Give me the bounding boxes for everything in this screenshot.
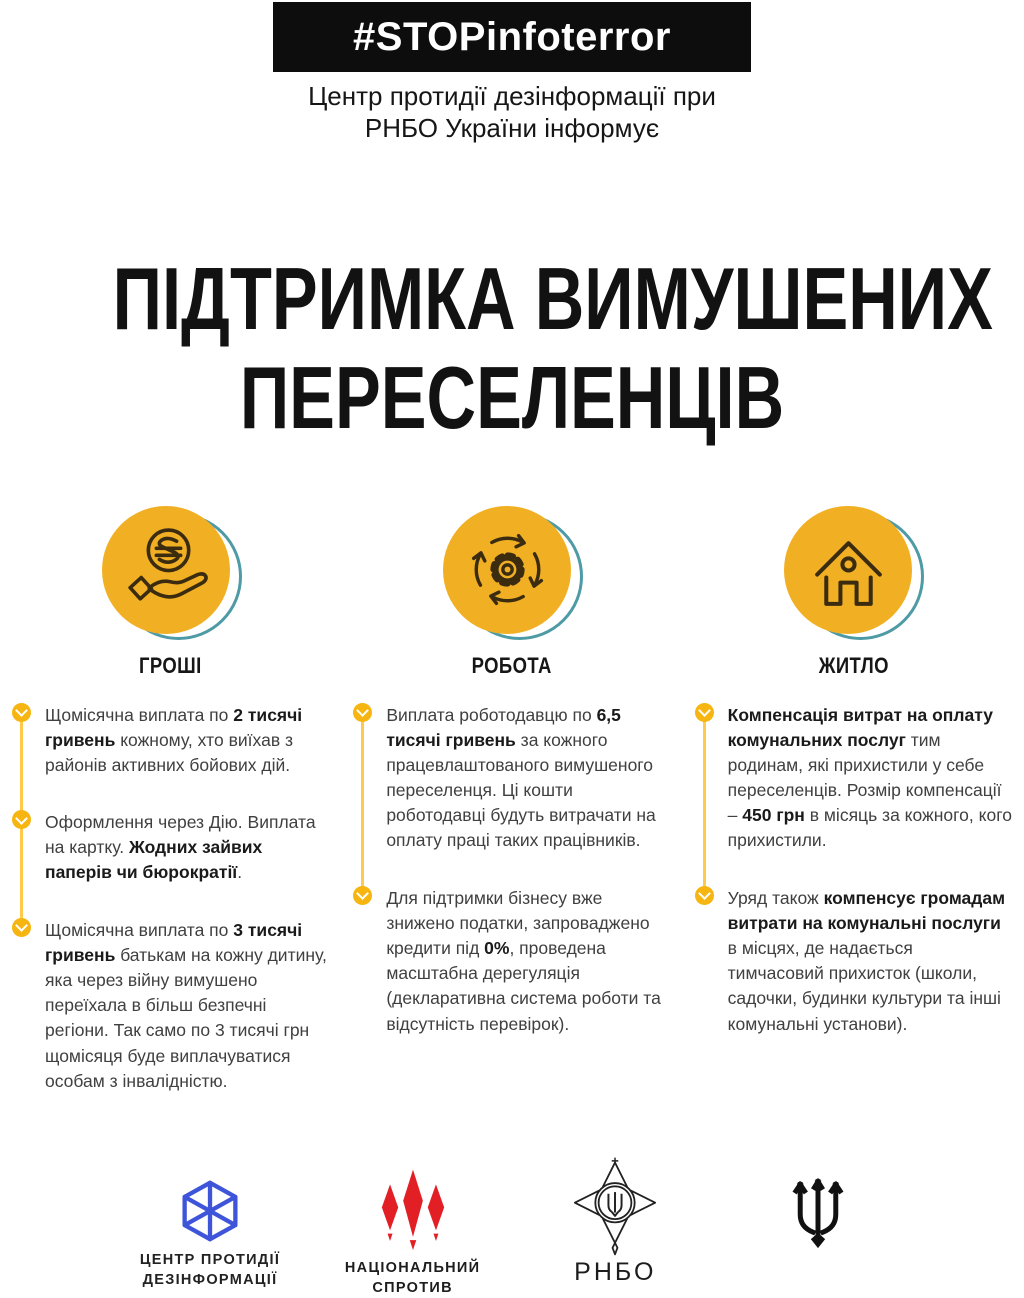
chevron-down-bullet-icon xyxy=(353,886,372,905)
chevron-down-bullet-icon xyxy=(12,918,31,937)
column-money xyxy=(12,703,329,1094)
content-columns xyxy=(0,703,1024,1094)
bullet-item xyxy=(353,703,670,886)
column-work xyxy=(353,703,670,1094)
subtitle-line-1: Центр протидії дезінформації при xyxy=(308,81,716,111)
bullet-item xyxy=(695,703,1012,886)
bullet-item xyxy=(12,918,329,1094)
timeline-rail xyxy=(353,886,372,1037)
money-icon-badge xyxy=(102,506,240,640)
org-subtitle xyxy=(0,81,1024,144)
bullet-item xyxy=(353,886,670,1037)
footer-logos xyxy=(112,1154,916,1298)
category-label-work: РОБОТА xyxy=(471,652,553,678)
bullet-item xyxy=(695,886,1012,1037)
category-housing xyxy=(683,506,1024,679)
resistance-caption-line1: НАЦІОНАЛЬНИЙ xyxy=(344,1260,481,1276)
subtitle-line-2: РНБО України інформує xyxy=(364,112,660,143)
hashtag-text: #STOPinfoterror xyxy=(353,14,671,59)
resistance-caption xyxy=(345,1259,480,1298)
category-money xyxy=(0,506,341,679)
logo-national-resistance xyxy=(315,1168,511,1298)
timeline-line xyxy=(20,719,23,811)
tryzub-trident-icon xyxy=(786,1176,850,1250)
timeline-rail xyxy=(12,918,31,1094)
bullet-text: Щомісячна виплата по 2 тисячі гривень кожному, хто виїхав з районів активних бойових дій. xyxy=(45,704,303,775)
timeline-rail xyxy=(695,703,714,886)
rnbo-emblem-icon xyxy=(568,1156,662,1256)
resistance-caption-line2: СПРОТИВ xyxy=(372,1279,453,1296)
chevron-down-bullet-icon xyxy=(12,810,31,829)
chevron-down-bullet-icon xyxy=(695,886,714,905)
logo-cpd xyxy=(112,1180,308,1298)
column-housing xyxy=(695,703,1012,1094)
rnbo-caption: РНБО xyxy=(574,1258,657,1286)
timeline-rail xyxy=(12,810,31,918)
bullet-text: Уряд також компенсує громадам витрати на комунальні послуги в місцях, де надається тимчасовий прихисток (школи, садочки, будинки культури та інші комунальні установи). xyxy=(727,887,1006,1034)
gear-process-icon xyxy=(457,519,558,620)
cpd-caption xyxy=(140,1251,280,1290)
chevron-down-bullet-icon xyxy=(695,703,714,722)
page-title xyxy=(0,250,1024,447)
category-label-money: ГРОШІ xyxy=(139,652,203,678)
poster xyxy=(0,2,1024,1296)
bullet-item xyxy=(12,810,329,918)
timeline-line xyxy=(703,719,706,886)
cpd-cube-logo-icon xyxy=(177,1180,243,1242)
title-line-1: ПІДТРИМКА ВИМУШЕНИХ xyxy=(112,249,993,349)
category-label-housing: ЖИТЛО xyxy=(818,652,889,678)
cpd-caption-line2: ДЕЗІНФОРМАЦІЇ xyxy=(142,1271,278,1288)
hand-hryvnia-coin-icon xyxy=(116,519,217,620)
bullet-text: Виплата роботодавцю по 6,5 тисячі гривень за кожного працевлаштованого вимушеного переселенця. Ці кошти роботодавці будуть витрачати на оплату праці таких працівників. xyxy=(386,704,656,851)
resistance-spears-logo-icon xyxy=(374,1168,452,1250)
bullet-text: Оформлення через Дію. Виплата на картку. Жодних зайвих паперів чи бюрократії. xyxy=(45,812,316,883)
timeline-line xyxy=(361,719,364,886)
category-icons-row xyxy=(0,506,1024,679)
category-work xyxy=(341,506,682,679)
house-icon xyxy=(798,519,899,620)
timeline-rail xyxy=(695,886,714,1037)
hashtag-banner xyxy=(273,2,751,72)
work-icon-badge xyxy=(443,506,581,640)
cpd-caption-line1: ЦЕНТР ПРОТИДІЇ xyxy=(139,1252,281,1268)
chevron-down-bullet-icon xyxy=(12,703,31,722)
title-line-2: ПЕРЕСЕЛЕНЦІВ xyxy=(239,347,785,447)
bullet-text: Для підтримки бізнесу вже знижено податки, запроваджено кредити під 0%, проведена масштабна дерегуляція (декларативна система роботи та відсутність перевірок). xyxy=(386,887,661,1034)
timeline-rail xyxy=(12,703,31,811)
logo-rnbo xyxy=(517,1156,713,1298)
bullet-text: Щомісячна виплата по 3 тисячі гривень батькам на кожну дитину, яка через війну вимушено переїхала в більш безпечні регіони. Так само по 3 тисячі грн щомісяця буде виплачуватися особам з інвалідністю. xyxy=(45,919,327,1091)
timeline-line xyxy=(20,826,23,918)
logo-tryzub xyxy=(720,1176,916,1298)
chevron-down-bullet-icon xyxy=(353,703,372,722)
bullet-text: Компенсація витрат на оплату комунальних послуг тим родинам, які прихистили у себе переселенців. Розмір компенсації – 450 грн в місяць за кожного, кого прихистили. xyxy=(727,704,1012,851)
timeline-rail xyxy=(353,703,372,886)
bullet-item xyxy=(12,703,329,811)
housing-icon-badge xyxy=(784,506,922,640)
